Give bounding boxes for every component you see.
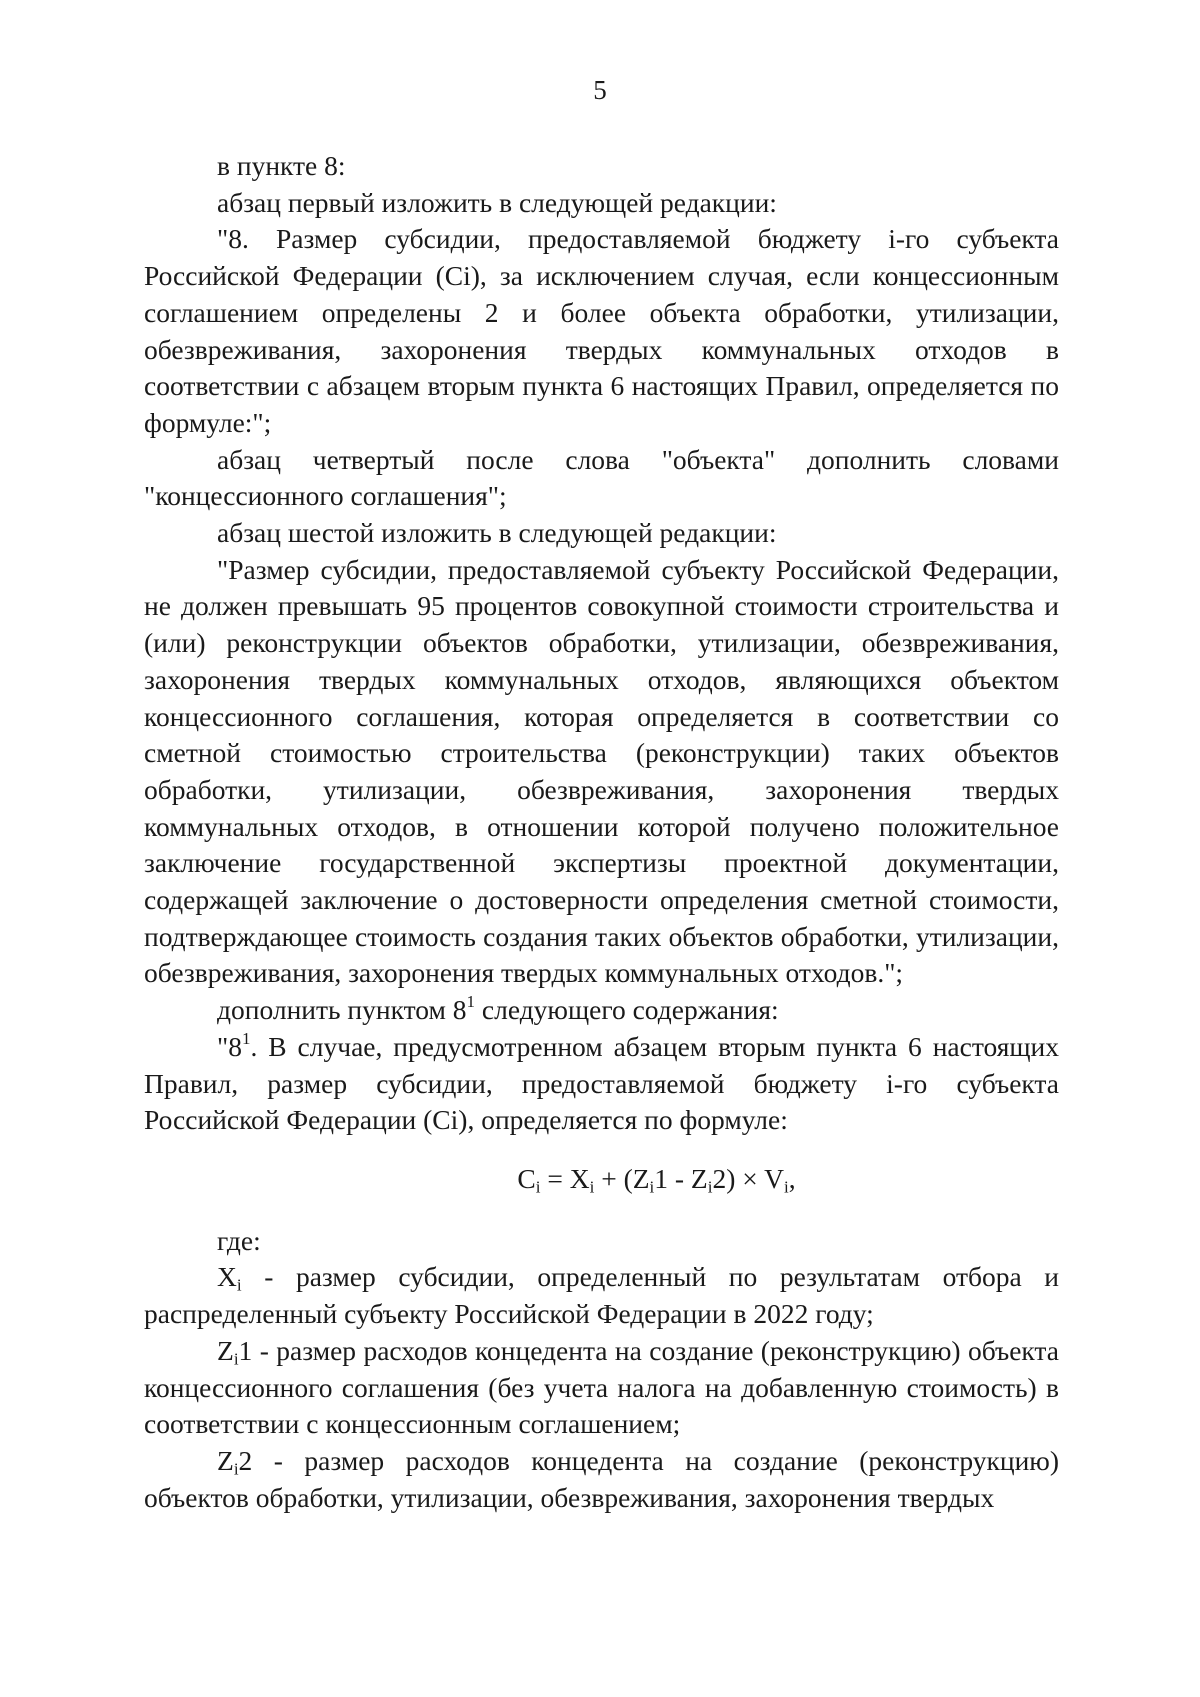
text-run: абзац четвертый после слова "объекта" дополнить словами "концессионного соглашения"; [144, 443, 1059, 512]
text-run: 2) × V [712, 1162, 784, 1194]
text-run: 2 - размер расходов концедента на создание (реконструкцию) объектов обработки, утилизации, обезвреживания, захоронения твердых [144, 1444, 1059, 1513]
paragraph [144, 1333, 1059, 1443]
paragraph [144, 992, 1059, 1029]
text-run: X [217, 1261, 237, 1293]
text-run: C [517, 1162, 536, 1194]
paragraph [144, 1443, 1059, 1516]
text-run: в пункте 8: [217, 150, 346, 181]
paragraph [144, 1259, 1059, 1332]
superscript: 1 [466, 992, 476, 1012]
superscript: 1 [241, 1028, 251, 1048]
paragraph [144, 552, 1059, 992]
text-run: + (Z [594, 1162, 650, 1194]
text-run: следующего содержания: [475, 994, 779, 1026]
paragraph [144, 1223, 1059, 1260]
text-run: абзац шестой изложить в следующей редакции: [217, 517, 777, 549]
text-run: = X [540, 1162, 590, 1194]
formula [144, 1161, 1059, 1198]
subscript: i [649, 1177, 655, 1197]
document-body [144, 148, 1059, 1516]
text-run: дополнить пунктом 8 [217, 994, 467, 1026]
text-run: "8. Размер субсидии, предоставляемой бюджету i-го субъекта Российской Федерации (Ci), за исключением случая, если концессионным соглашением определены 2 и более объекта обработки, утилизации, обезвреживания, захоронения твердых коммунальных отходов в соответствии с абзацем вторым пункта 6 настоящих Правил, определяется по формуле:"; [144, 223, 1059, 438]
page-number: 5 [593, 75, 607, 105]
paragraph [144, 1029, 1059, 1139]
subscript: i [589, 1177, 595, 1197]
text-run: "8 [217, 1030, 242, 1062]
paragraph [144, 515, 1059, 552]
text-run: "Размер субсидии, предоставляемой субъекту Российской Федерации, не должен превышать 95 процентов совокупной стоимости строительства и (или) реконструкции объектов обработки, утилизации, обезвреживания, захоронения твердых коммунальных отходов, являющихся объектом концессионного соглашения, которая определяется в соответствии со сметной стоимостью строительства (реконструкции) таких объектов обработки, утилизации, обезвреживания, захоронения твердых коммунальных отходов, в отношении которой получено положительное заключение государственной экспертизы проектной документации, содержащей заключение о достоверности определения сметной стоимости, подтверждающее стоимость создания таких объектов обработки, утилизации, обезвреживания, захоронения твердых коммунальных отходов."; [144, 553, 1059, 989]
text-run: абзац первый изложить в следующей редакции: [217, 186, 777, 218]
text-run: . В случае, предусмотренном абзацем вторым пункта 6 настоящих Правил, размер субсидии, предоставляемой бюджету i-го субъекта Российской Федерации (Ci), определяется по формуле: [144, 1030, 1059, 1136]
paragraph [144, 442, 1059, 515]
text-run: Z [217, 1444, 234, 1476]
text-run: Z [217, 1334, 234, 1366]
paragraph [144, 185, 1059, 222]
subscript: i [535, 1177, 541, 1197]
subscript: i [233, 1349, 239, 1369]
text-run: - размер субсидии, определенный по результатам отбора и распределенный субъекту Российской Федерации в 2022 году; [144, 1261, 1059, 1330]
text-run: где: [217, 1224, 261, 1256]
subscript: i [784, 1177, 789, 1197]
subscript: i [707, 1177, 713, 1197]
text-run: 1 - размер расходов концедента на создание (реконструкцию) объекта концессионного соглашения (без учета налога на добавленную стоимость) в соответствии с концессионным соглашением; [144, 1334, 1059, 1440]
paragraph [144, 221, 1059, 441]
text-run: 1 - Z [654, 1162, 708, 1194]
paragraph [144, 148, 1059, 185]
text-run: , [788, 1162, 796, 1194]
subscript: i [236, 1275, 242, 1295]
subscript: i [233, 1459, 239, 1479]
